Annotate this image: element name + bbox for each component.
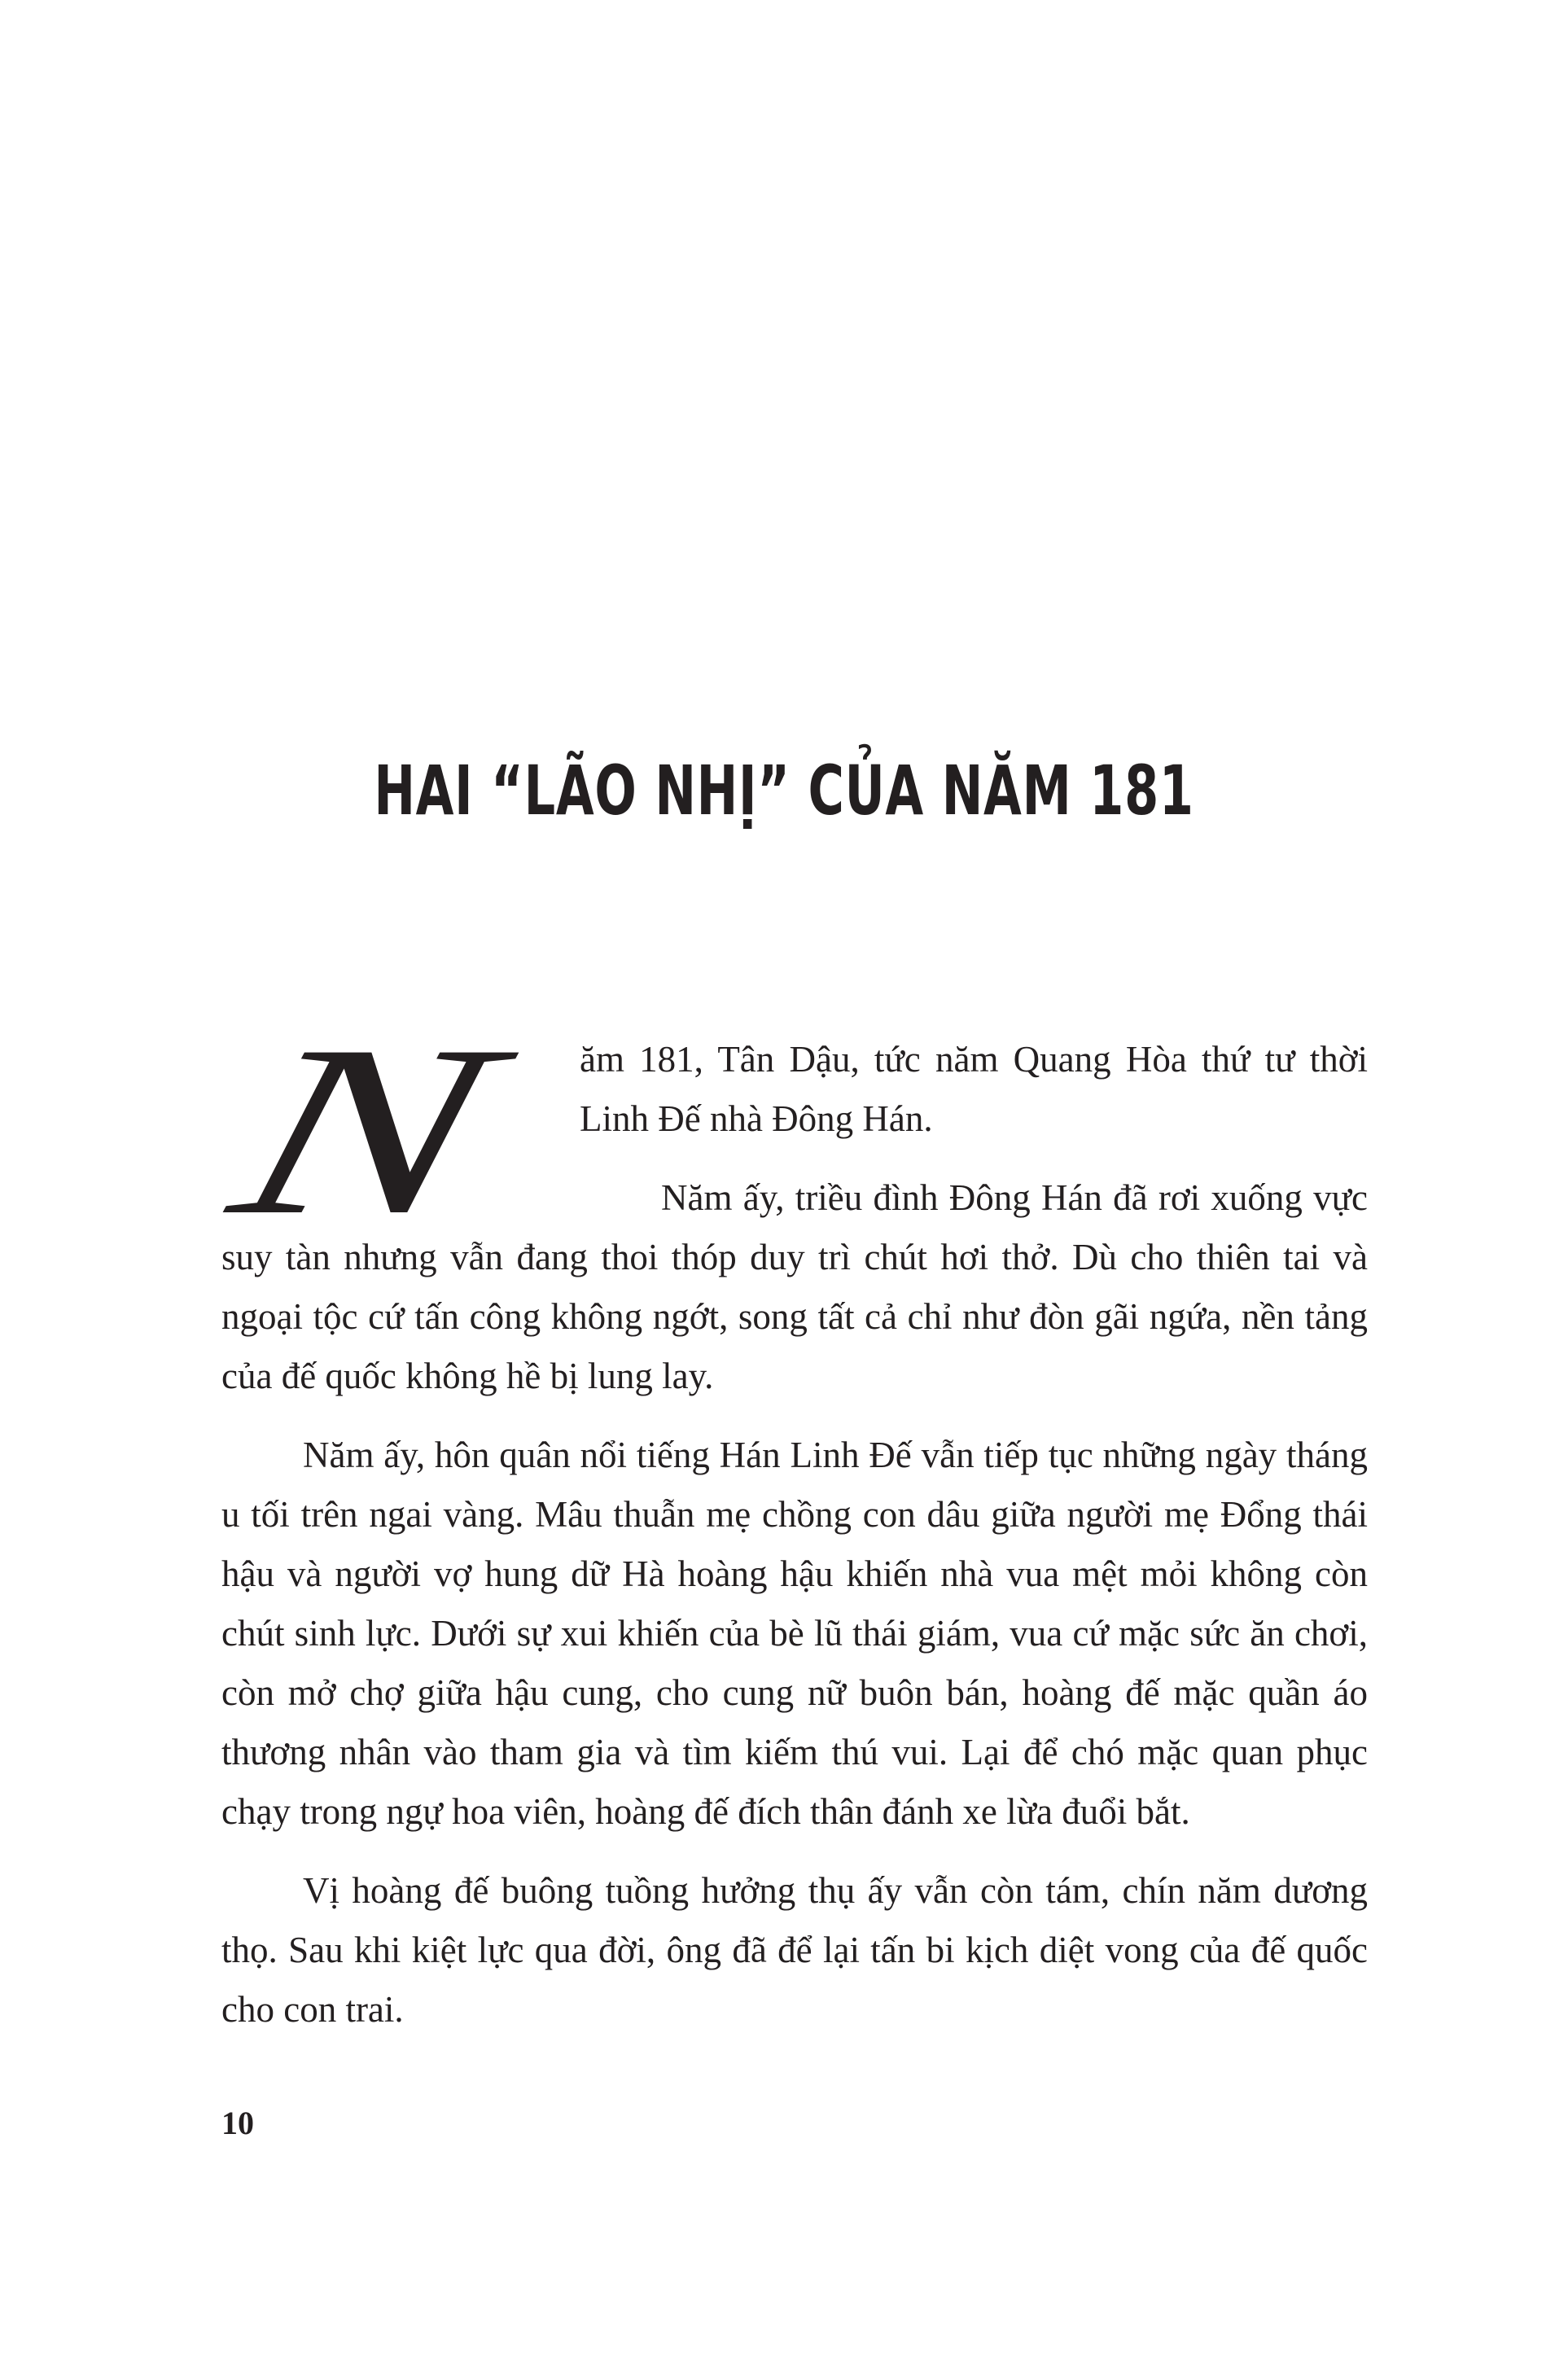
paragraph-3: Năm ấy, hôn quân nổi tiếng Hán Linh Đế vẫn tiếp tục những ngày tháng u tối trên ngai vàng. Mâu thuẫn mẹ chồng con dâu giữa người mẹ Đổng thái hậu và người vợ hung dữ Hà hoàng hậu khiến nhà vua mệt mỏi không còn chút sinh lực. Dưới sự xui khiến của bè lũ thái giám, vua cứ mặc sức ăn chơi, còn mở chợ giữa hậu cung, cho cung nữ buôn bán, hoàng đế mặc quần áo thương nhân vào tham gia và tìm kiếm thú vui. Lại để chó mặc quan phục chạy trong ngự hoa viên, hoàng đế đích thân đánh xe lừa đuổi bắt. (221, 1435, 1368, 1832)
paragraph-2: Năm ấy, triều đình Đông Hán đã rơi xuống vực suy tàn nhưng vẫn đang thoi thóp duy trì chút hơi thở. Dù cho thiên tai và ngoại tộc cứ tấn công không ngớt, song tất cả chỉ như đòn gãi ngứa, nền tảng của đế quốc không hề bị lung lay. (221, 1177, 1368, 1396)
drop-cap: N (212, 995, 518, 1265)
paragraph-4: Vị hoàng đế buông tuồng hưởng thụ ấy vẫn còn tám, chín năm dương thọ. Sau khi kiệt lực qua đời, ông đã để lại tấn bi kịch diệt vong của đế quốc cho con trai. (221, 1870, 1368, 2030)
body-text (212, 995, 1368, 2059)
paragraph-1 (212, 995, 1368, 1265)
chapter-title: HAI “LÃO NHỊ” CỦA NĂM 181 (374, 751, 1194, 831)
page-number: 10 (221, 2105, 254, 2141)
paragraph-1-text: ăm 181, Tân Dậu, tức năm Quang Hòa thứ tư thời Linh Đế nhà Đông Hán. (580, 1039, 1368, 1139)
